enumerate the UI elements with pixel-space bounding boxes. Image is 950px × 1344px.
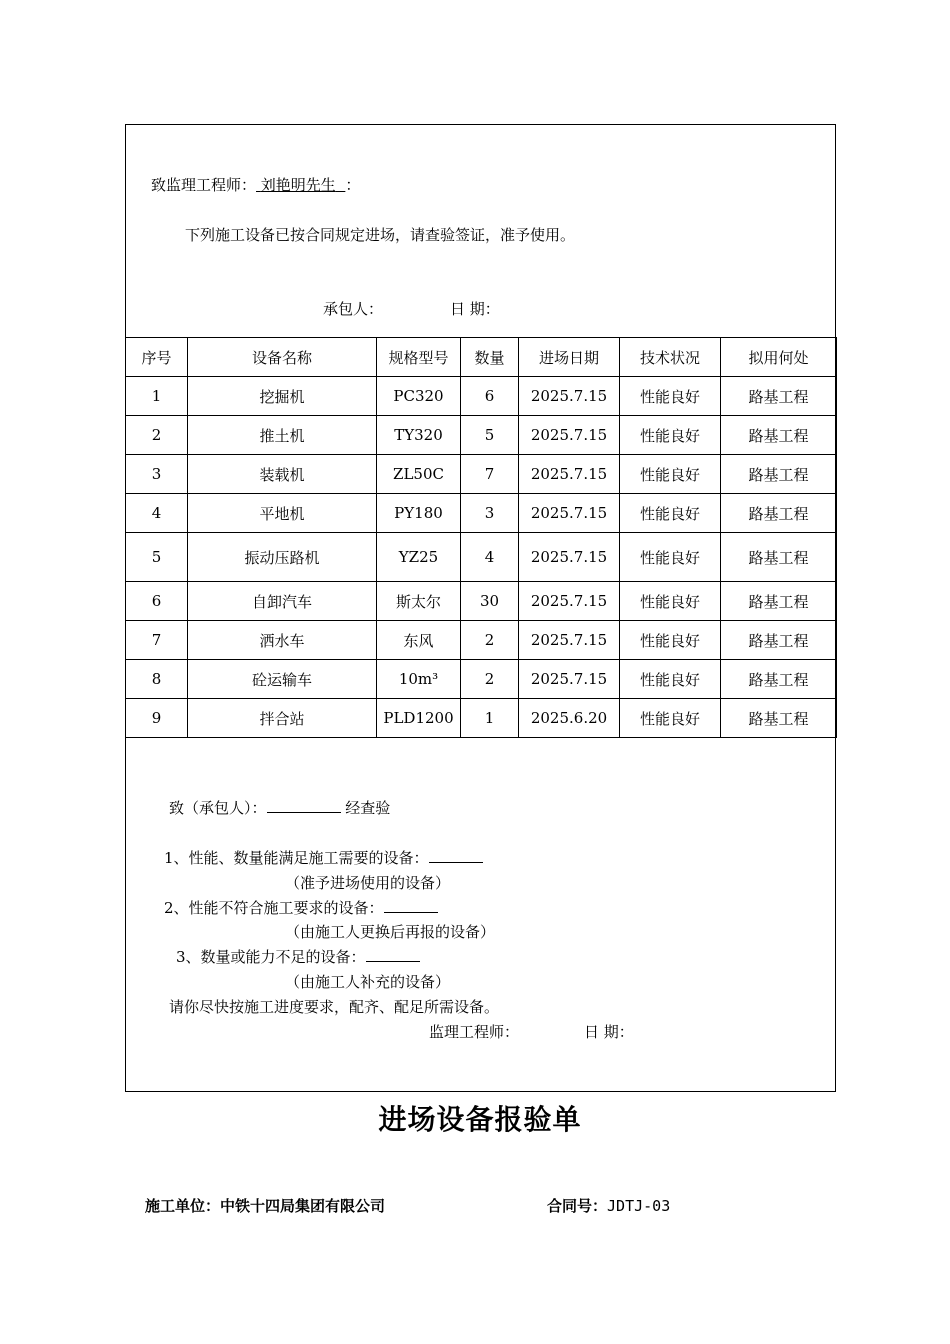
item-3-line: [176, 947, 420, 967]
contractor-label: 承包人：: [323, 300, 384, 318]
addressee-label: 致监理工程师：: [151, 176, 257, 194]
cell-quantity: 3: [461, 494, 519, 533]
reply-addressee-line: [169, 798, 390, 818]
cell-model: 10m³: [377, 660, 461, 699]
cell-equipment: 拌合站: [188, 699, 377, 738]
column-header: 技术状况: [620, 338, 721, 377]
cell-usage: 路基工程: [721, 377, 837, 416]
cell-quantity: 2: [461, 621, 519, 660]
cell-usage: 路基工程: [721, 699, 837, 738]
cell-date: 2025.7.15: [519, 377, 620, 416]
cell-quantity: 7: [461, 455, 519, 494]
table-row: [126, 533, 837, 582]
table-row: [126, 582, 837, 621]
cell-condition: 性能良好: [620, 533, 721, 582]
addressee-suffix: ：: [345, 176, 361, 194]
cell-quantity: 4: [461, 533, 519, 582]
reply-date-label: 日 期：: [584, 1023, 634, 1041]
addressee-line: [151, 175, 360, 195]
cell-quantity: 1: [461, 699, 519, 738]
table-row: [126, 455, 837, 494]
cell-index: 4: [126, 494, 188, 533]
item-3-text: 3、数量或能力不足的设备：: [176, 948, 366, 966]
cell-model: PY180: [377, 494, 461, 533]
cell-index: 2: [126, 416, 188, 455]
column-header: 规格型号: [377, 338, 461, 377]
cell-model: 东风: [377, 621, 461, 660]
item-3-blank: [366, 947, 420, 962]
cell-usage: 路基工程: [721, 533, 837, 582]
column-header: 拟用何处: [721, 338, 837, 377]
cell-usage: 路基工程: [721, 455, 837, 494]
cell-condition: 性能良好: [620, 494, 721, 533]
unit-label: 施工单位：: [145, 1197, 221, 1215]
cell-index: 9: [126, 699, 188, 738]
cell-condition: 性能良好: [620, 416, 721, 455]
cell-equipment: 洒水车: [188, 621, 377, 660]
cell-date: 2025.7.15: [519, 621, 620, 660]
cell-condition: 性能良好: [620, 582, 721, 621]
cell-usage: 路基工程: [721, 494, 837, 533]
cell-date: 2025.7.15: [519, 455, 620, 494]
cell-usage: 路基工程: [721, 660, 837, 699]
cell-equipment: 挖掘机: [188, 377, 377, 416]
table-row: [126, 621, 837, 660]
intro-text: 下列施工设备已按合同规定进场，请查验签证，准予使用。: [185, 226, 576, 244]
column-header: 设备名称: [188, 338, 377, 377]
column-header: 序号: [126, 338, 188, 377]
cell-model: PC320: [377, 377, 461, 416]
item-3-note: （由施工人补充的设备）: [285, 973, 451, 991]
contractor-blank: [267, 798, 341, 813]
item-1-text: 1、性能、数量能满足施工需要的设备：: [164, 849, 429, 867]
table-row: [126, 377, 837, 416]
cell-condition: 性能良好: [620, 660, 721, 699]
column-header: 数量: [461, 338, 519, 377]
item-1-line: [164, 848, 483, 868]
cell-quantity: 2: [461, 660, 519, 699]
cell-date: 2025.7.15: [519, 533, 620, 582]
cell-date: 2025.7.15: [519, 660, 620, 699]
cell-index: 5: [126, 533, 188, 582]
supervisor-label: 监理工程师：: [429, 1023, 520, 1041]
item-2-note: （由施工人更换后再报的设备）: [285, 923, 496, 941]
equipment-table: [125, 337, 837, 738]
item-2-line: [164, 898, 438, 918]
cell-index: 8: [126, 660, 188, 699]
cell-quantity: 5: [461, 416, 519, 455]
cell-equipment: 平地机: [188, 494, 377, 533]
cell-date: 2025.6.20: [519, 699, 620, 738]
cell-equipment: 砼运输车: [188, 660, 377, 699]
cell-model: ZL50C: [377, 455, 461, 494]
table-header-row: [126, 338, 837, 377]
cell-condition: 性能良好: [620, 699, 721, 738]
table-row: [126, 494, 837, 533]
cell-index: 7: [126, 621, 188, 660]
cell-index: 3: [126, 455, 188, 494]
cell-model: TY320: [377, 416, 461, 455]
cell-condition: 性能良好: [620, 621, 721, 660]
table-row: [126, 416, 837, 455]
cell-index: 6: [126, 582, 188, 621]
cell-equipment: 装载机: [188, 455, 377, 494]
header-date-label: 日 期：: [450, 300, 500, 318]
construction-unit: [145, 1195, 385, 1216]
cell-equipment: 推土机: [188, 416, 377, 455]
item-1-blank: [429, 848, 483, 863]
cell-usage: 路基工程: [721, 582, 837, 621]
engineer-name: 刘艳明先生: [260, 176, 336, 194]
cell-model: YZ25: [377, 533, 461, 582]
table-row: [126, 699, 837, 738]
cell-date: 2025.7.15: [519, 494, 620, 533]
cell-equipment: 振动压路机: [188, 533, 377, 582]
checked-label: 经查验: [345, 799, 391, 817]
table-row: [126, 660, 837, 699]
contract-number: [547, 1195, 670, 1216]
request-text: 请你尽快按施工进度要求，配齐、配足所需设备。: [169, 998, 500, 1016]
cell-condition: 性能良好: [620, 377, 721, 416]
cell-model: PLD1200: [377, 699, 461, 738]
unit-value: 中铁十四局集团有限公司: [220, 1197, 386, 1215]
cell-date: 2025.7.15: [519, 416, 620, 455]
contract-label: 合同号：: [547, 1197, 608, 1215]
item-2-text: 2、性能不符合施工要求的设备：: [164, 899, 384, 917]
cell-index: 1: [126, 377, 188, 416]
cell-condition: 性能良好: [620, 455, 721, 494]
cell-date: 2025.7.15: [519, 582, 620, 621]
reply-addressee-label: 致（承包人）：: [169, 799, 267, 817]
cell-quantity: 30: [461, 582, 519, 621]
item-1-note: （准予进场使用的设备）: [285, 874, 451, 892]
cell-quantity: 6: [461, 377, 519, 416]
item-2-blank: [384, 898, 438, 913]
cell-usage: 路基工程: [721, 621, 837, 660]
cell-equipment: 自卸汽车: [188, 582, 377, 621]
cell-model: 斯太尔: [377, 582, 461, 621]
cell-usage: 路基工程: [721, 416, 837, 455]
contract-value: JDTJ-03: [607, 1197, 671, 1215]
column-header: 进场日期: [519, 338, 620, 377]
document-title: 进场设备报验单: [378, 1103, 582, 1136]
